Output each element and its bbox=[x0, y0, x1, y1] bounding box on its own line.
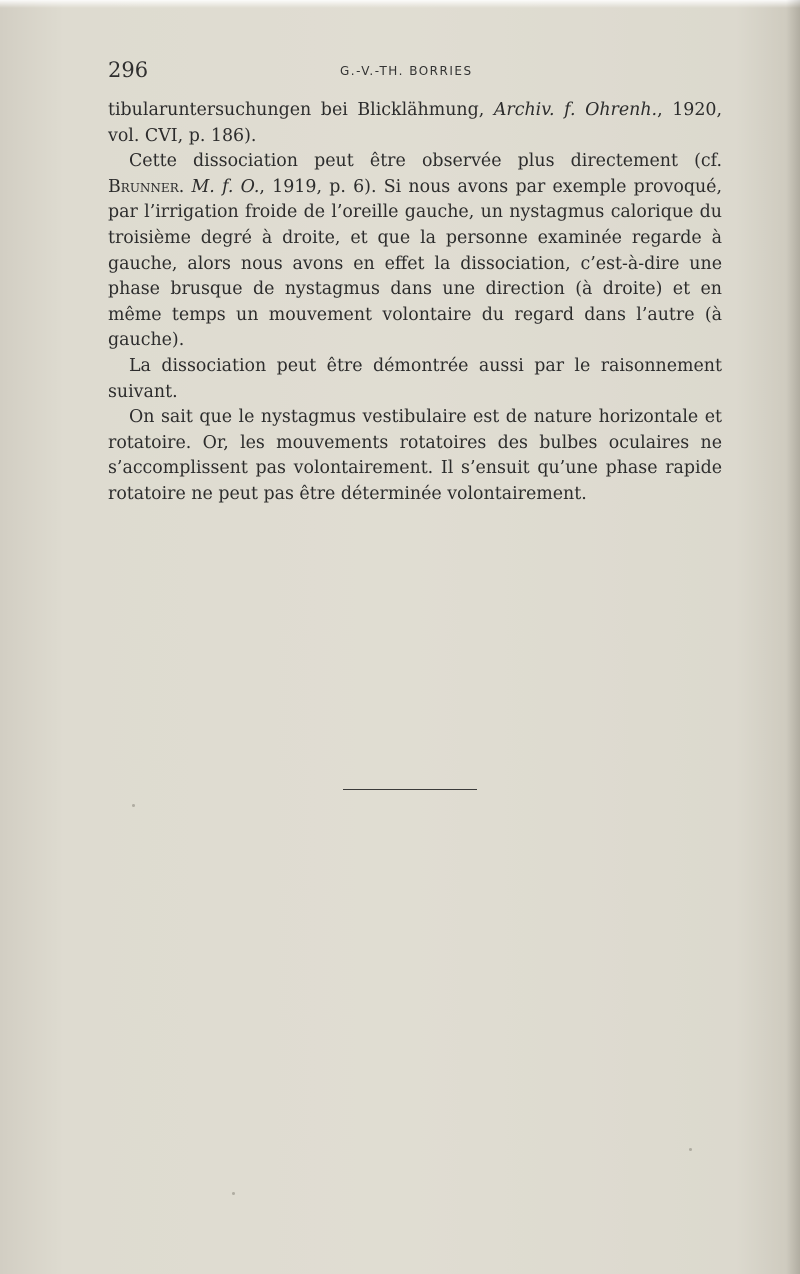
running-head-author: G.-V.-TH. BORRIES bbox=[340, 64, 473, 78]
page-number: 296 bbox=[108, 58, 149, 82]
journal-abbreviation: M. f. O. bbox=[191, 176, 260, 197]
page-top-edge bbox=[0, 0, 800, 8]
paragraph bbox=[108, 149, 722, 354]
paragraph bbox=[108, 98, 722, 149]
body-text bbox=[108, 98, 722, 508]
text-segment: , 1919, p. 6). Si nous avons par exemple provoqué, par l’irrigation froide de l’oreille gauche, un nystagmus calorique du troisième degré à droite, et que la personne examinée regarde à gauche, alors nous avons en effet la dissociation, c’est-à-dire une phase brusque de nystagmus dans une direction (à droite) et en même temps un mouvement volontaire du regard dans l’autre (à gauche). bbox=[108, 176, 722, 351]
section-divider-rule bbox=[343, 789, 477, 790]
text-segment: tibularuntersuchungen bei Blicklähmung, bbox=[108, 100, 494, 120]
paper-speck bbox=[232, 1192, 235, 1195]
page-right-edge-shadow bbox=[786, 0, 800, 1274]
author-name-smallcaps: Brunner bbox=[108, 176, 179, 197]
paragraph bbox=[108, 354, 722, 405]
text-segment: . bbox=[178, 176, 192, 197]
text-segment: La dissociation peut être démontrée aussi par le raisonnement suivant. bbox=[108, 355, 722, 402]
text-segment: On sait que le nystagmus vestibulaire est de nature horizontale et rotatoire. Or, les mouvements rotatoires des bulbes oculaires ne s’accomplissent pas volontairement. Il s’ensuit qu’une phase rapide rotatoire ne peut pas être déterminée volontairement. bbox=[108, 407, 722, 504]
paper-speck bbox=[132, 804, 135, 807]
paragraph bbox=[108, 405, 722, 507]
paper-speck bbox=[689, 1148, 692, 1151]
running-head bbox=[108, 58, 718, 88]
text-segment: Cette dissociation peut être observée plus directement (cf. bbox=[129, 151, 722, 172]
text-segment: , 1920, vol. CVI, p. 186). bbox=[108, 100, 722, 146]
journal-title: Archiv. f. Ohrenh. bbox=[493, 100, 658, 120]
